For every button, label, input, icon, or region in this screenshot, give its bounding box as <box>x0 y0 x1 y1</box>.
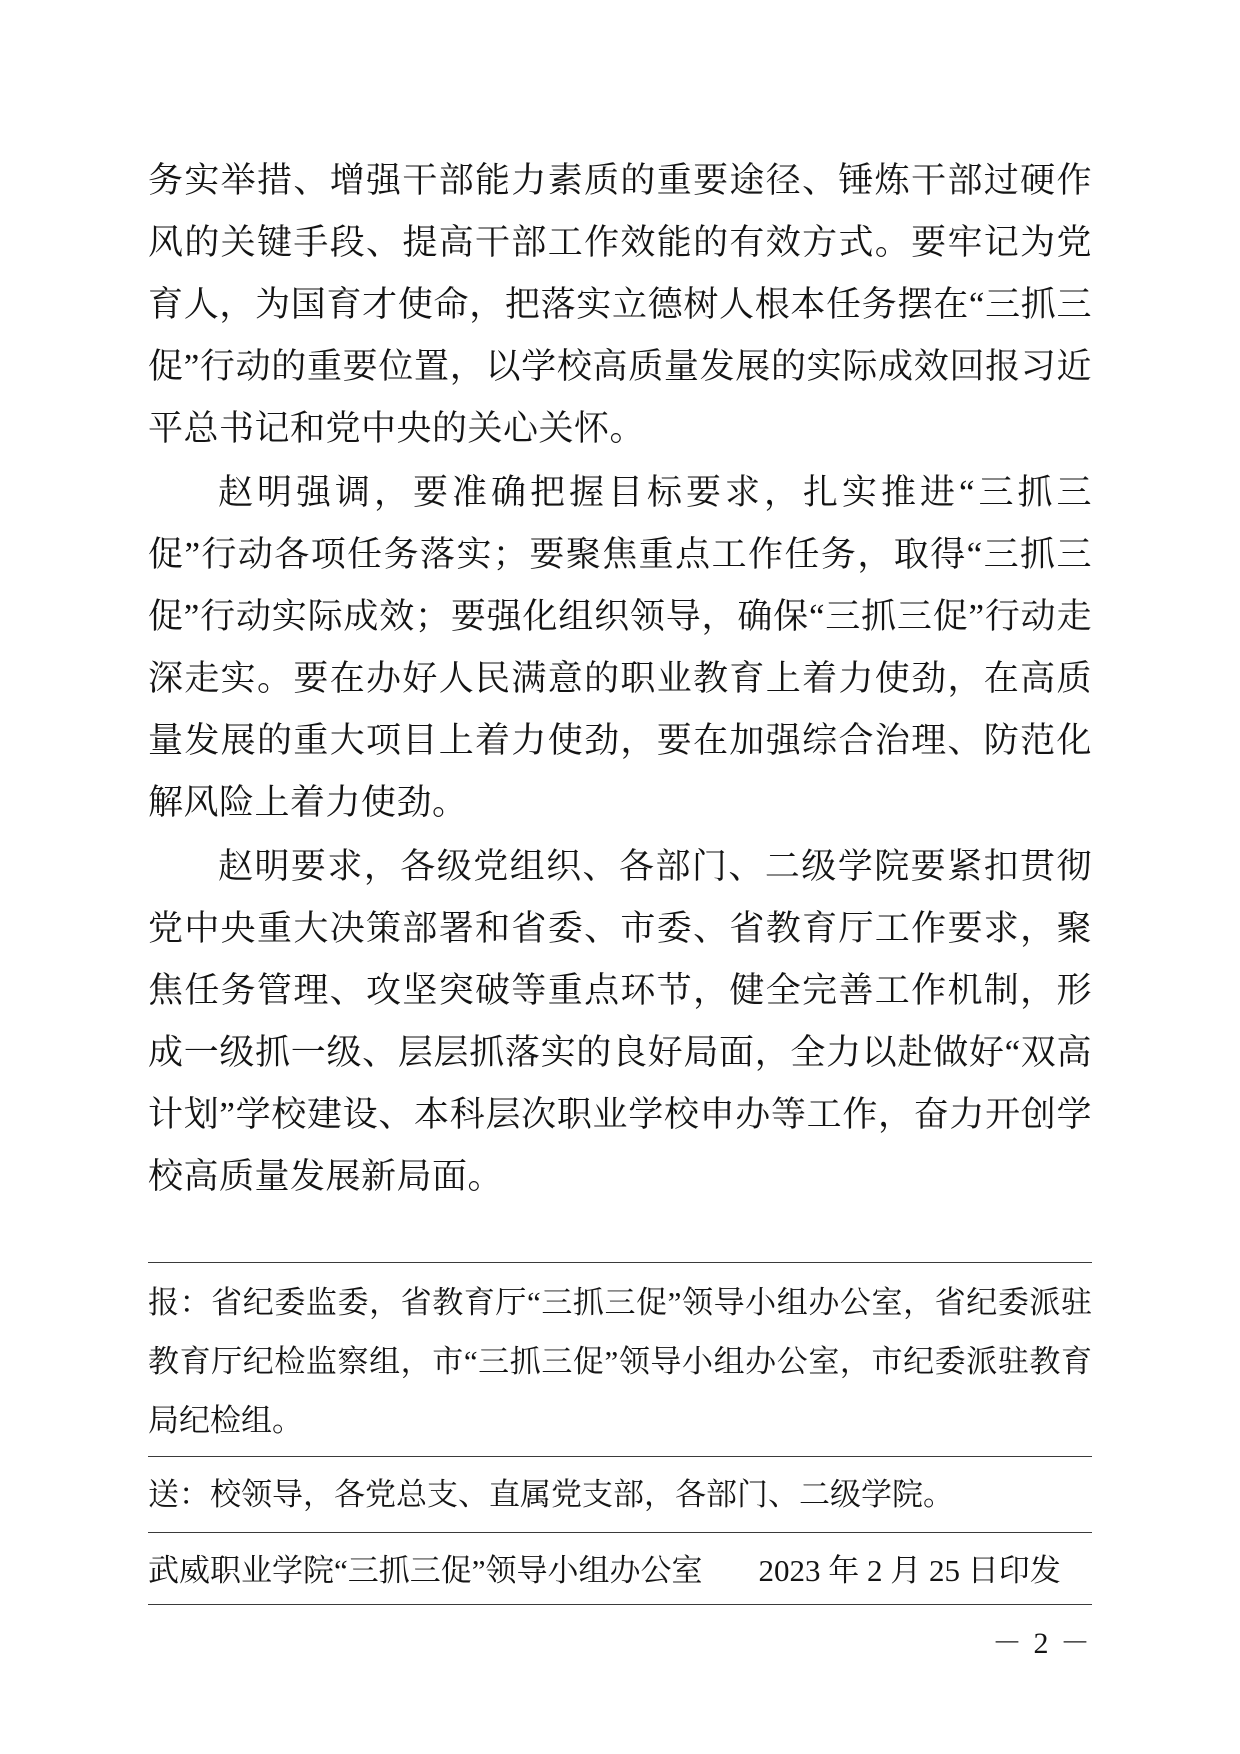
divider-bottom <box>148 1604 1092 1605</box>
document-body <box>148 150 1092 1208</box>
distribution-block <box>148 1262 1092 1605</box>
issuer-name: 武威职业学院“三抓三促”领导小组办公室 <box>148 1553 703 1588</box>
paragraph-1: 务实举措、增强干部能力素质的重要途径、锤炼干部过硬作风的关键手段、提高干部工作效能的有效方式。要牢记为党育人，为国育才使命，把落实立德树人根本任务摆在“三抓三促”行动的重要位置，以学校高质量发展的实际成效回报习近平总书记和党中央的关心关怀。 <box>148 161 1092 448</box>
paragraph-3: 赵明要求，各级党组织、各部门、二级学院要紧扣贯彻党中央重大决策部署和省委、市委、省教育厅工作要求，聚焦任务管理、攻坚突破等重点环节，健全完善工作机制，形成一级抓一级、层层抓落实的良好局面，全力以赴做好“双高计划”学校建设、本科层次职业学校申办等工作，奋力开创学校高质量发展新局面。 <box>148 847 1092 1196</box>
issuer-row <box>148 1533 1092 1604</box>
page-number: － 2 － <box>992 1627 1092 1660</box>
issue-date: 2023 年 2 月 25 日印发 <box>758 1553 1061 1588</box>
paragraph-2: 赵明强调，要准确把握目标要求，扎实推进“三抓三促”行动各项任务落实；要聚焦重点工作任务，取得“三抓三促”行动实际成效；要强化组织领导，确保“三抓三促”行动走深走实。要在办好人民满意的职业教育上着力使劲，在高质量发展的重大项目上着力使劲，要在加强综合治理、防范化解风险上着力使劲。 <box>148 473 1092 822</box>
report-line: 报：省纪委监委，省教育厅“三抓三促”领导小组办公室，省纪委派驻教育厅纪检监察组，市“三抓三促”领导小组办公室，市纪委派驻教育局纪检组。 <box>148 1285 1092 1438</box>
send-line: 送：校领导，各党总支、直属党支部，各部门、二级学院。 <box>148 1477 954 1512</box>
